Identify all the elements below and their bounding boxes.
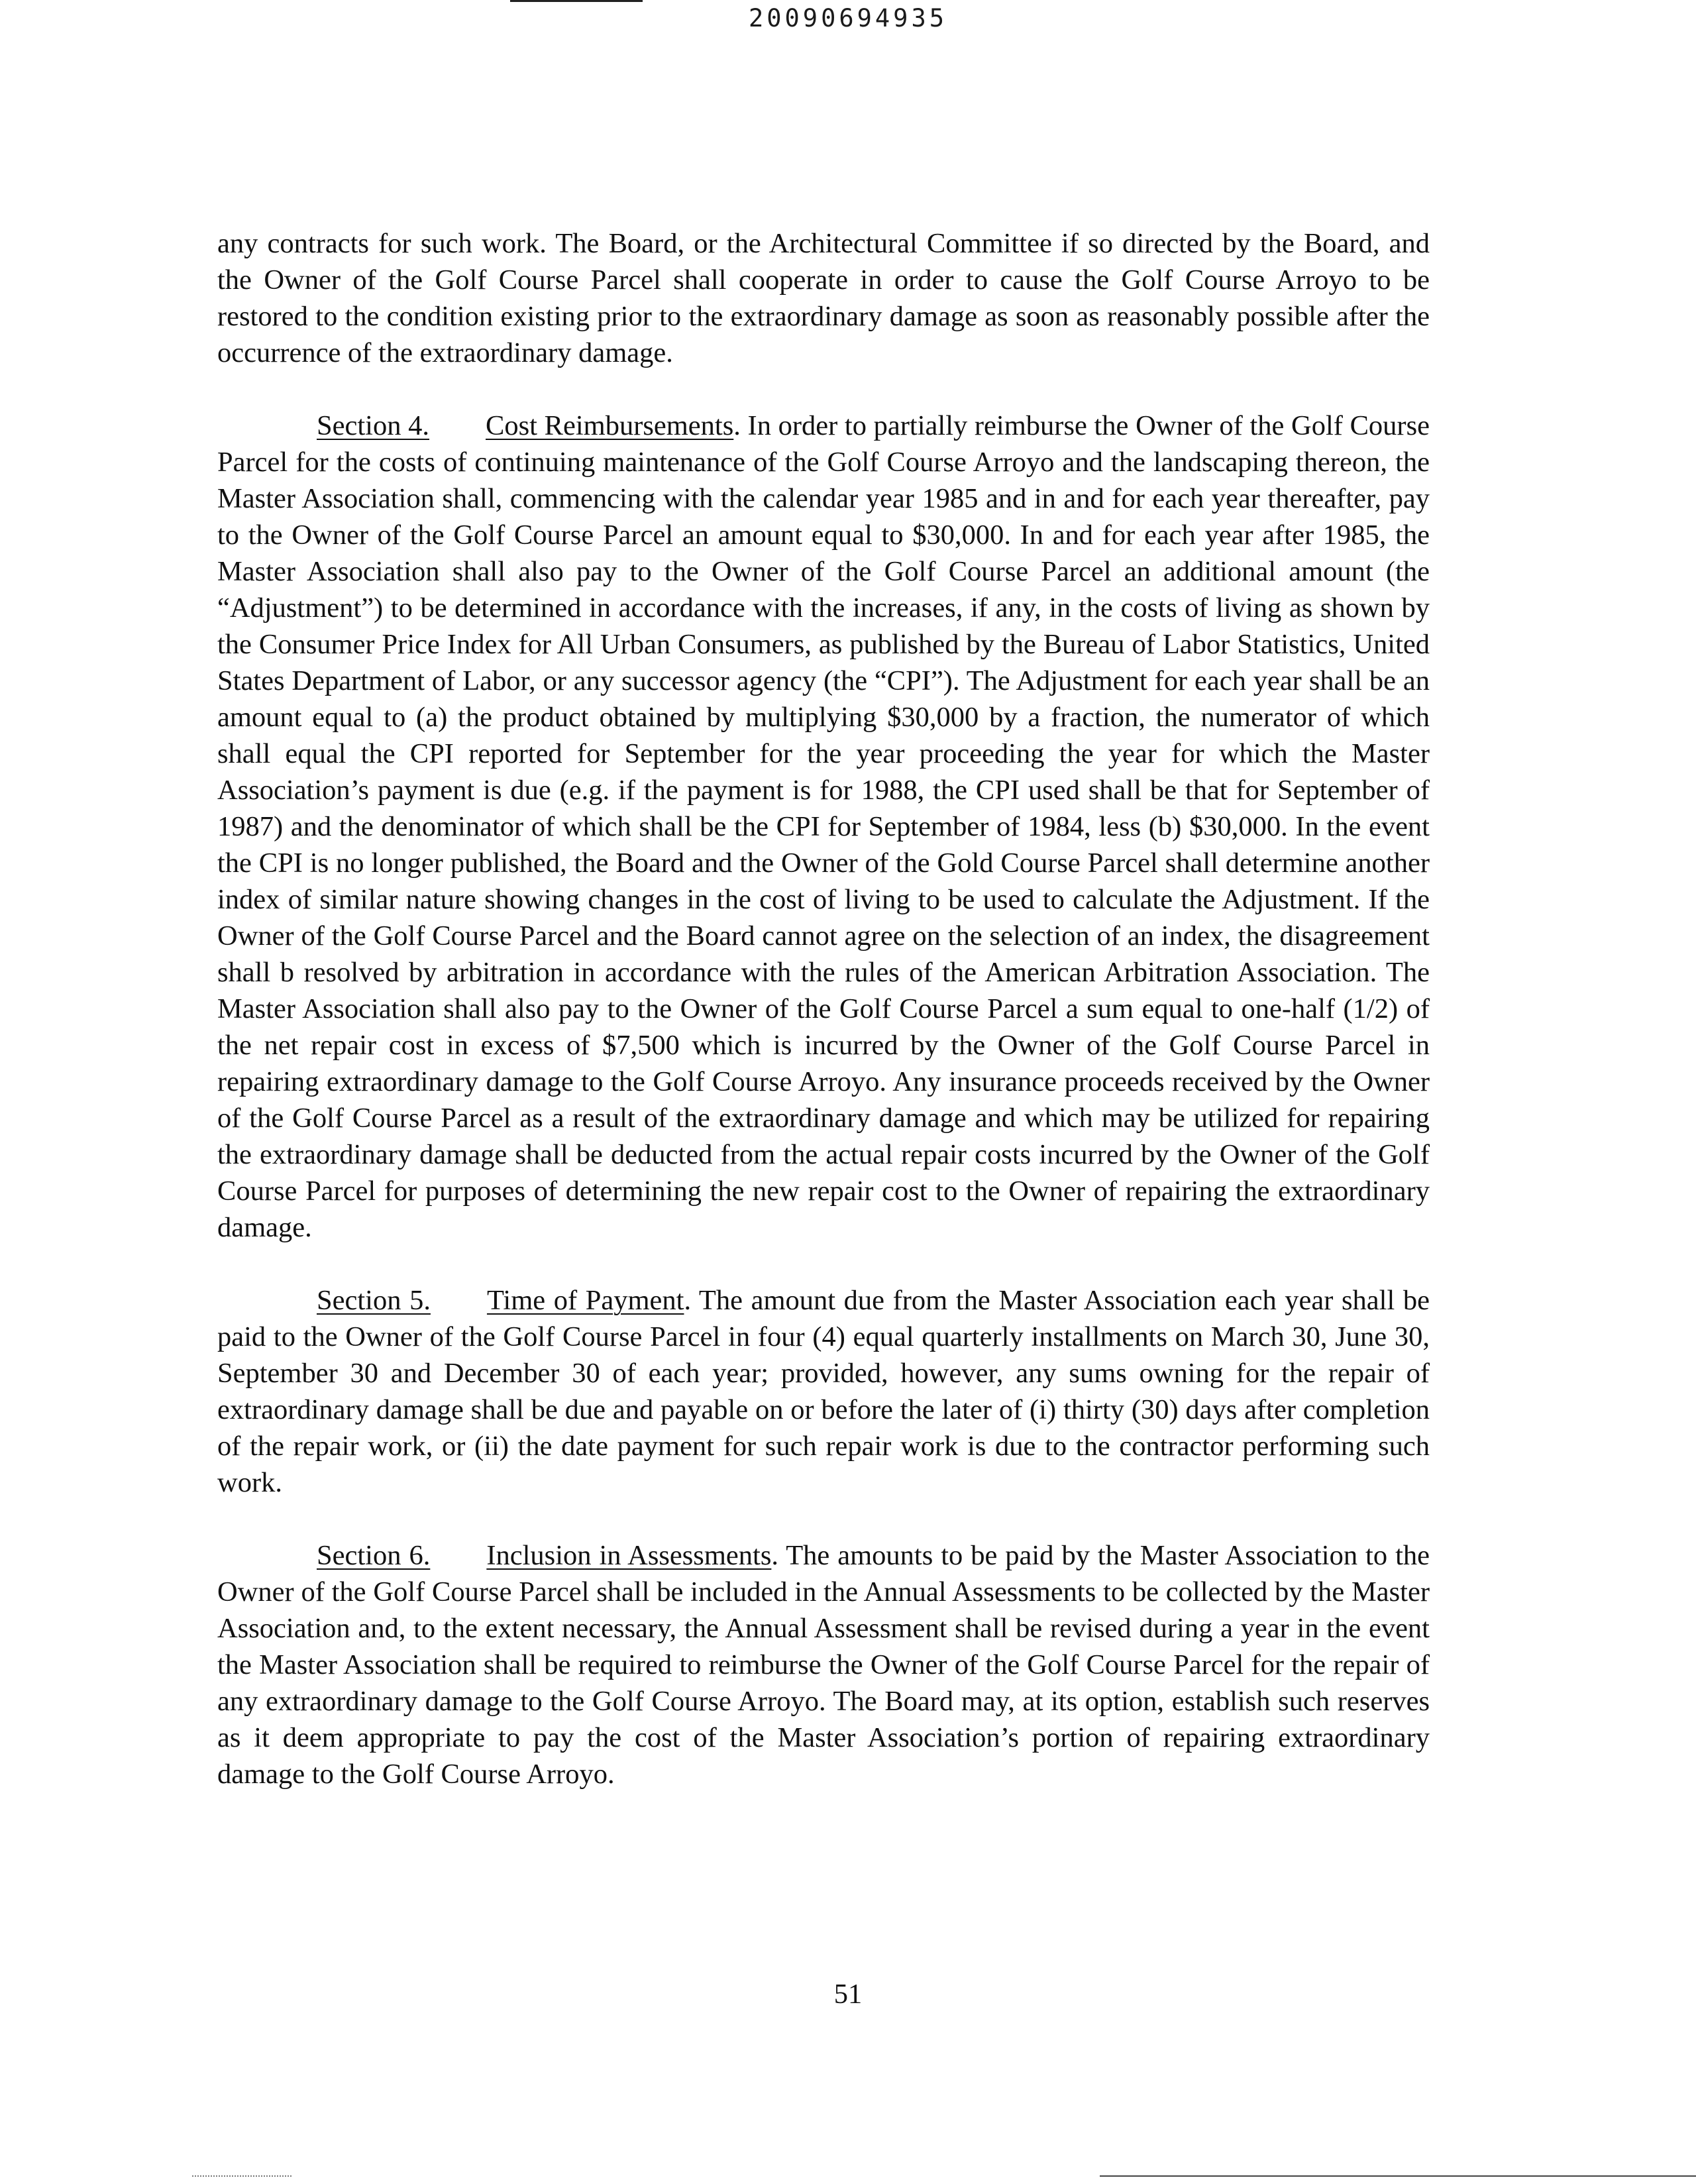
section-4-heading: Cost Reimbursements [486, 410, 734, 441]
page-number: 51 [833, 1979, 863, 2010]
document-body [217, 225, 1430, 1829]
section-6-label: Section 6. [317, 1540, 431, 1571]
document-number: 20090694935 [748, 4, 948, 32]
top-rule [510, 0, 643, 2]
section-4-body: . In order to partially reimburse the Owner of the Golf Course Parcel for the costs of continuing maintenance of the Golf Course Arroyo and the landscaping thereon, the Master Association shall, commencing with the calendar year 1985 and in and for each year thereafter, pay to the Owner of the Golf Course Parcel an amount equal to $30,000. In and for each year after 1985, the Master Association shall also pay to the Owner of the Golf Course Parcel an additional amount (the “Adjustment”) to be determined in accordance with the increases, if any, in the costs of living as shown by the Consumer Price Index for All Urban Consumers, as published by the Bureau of Labor Statistics, United States Department of Labor, or any successor agency (the “CPI”). The Adjustment for each year shall be an amount equal to (a) the product obtained by multiplying $30,000 by a fraction, the numerator of which shall equal the CPI reported for September for the year proceeding the year for which the Master Association’s payment is due (e.g. if the payment is for 1988, the CPI used shall be that for September of 1987) and the denominator of which shall be the CPI for September of 1984, less (b) $30,000. In the event the CPI is no longer published, the Board and the Owner of the Gold Course Parcel shall determine another index of similar nature showing changes in the cost of living to be used to calculate the Adjustment. If the Owner of the Golf Course Parcel and the Board cannot agree on the selection of an index, the disagreement shall b resolved by arbitration in accordance with the rules of the American Arbitration Association. The Master Association shall also pay to the Owner of the Golf Course Parcel a sum equal to one-half (1/2) of the net repair cost in excess of $7,500 which is incurred by the Owner of the Golf Course Parcel in repairing extraordinary damage to the Golf Course Arroyo. Any insurance proceeds received by the Owner of the Golf Course Parcel as a result of the extraordinary damage and which may be utilized for repairing the extraordinary damage shall be deducted from the actual repair costs incurred by the Owner of the Golf Course Parcel for purposes of determining the new repair cost to the Owner of repairing the extraordinary damage. [217, 410, 1430, 1243]
bottom-rule [1100, 2175, 1696, 2177]
section-5 [217, 1282, 1430, 1501]
section-4-label: Section 4. [317, 410, 430, 441]
paragraph-continuation: any contracts for such work. The Board, or the Architectural Committee if so directed by the Board, and the Owner of the Golf Course Parcel shall cooperate in order to cause the Golf Course Arroyo to be restored to the condition existing prior to the extraordinary damage as soon as reasonably possible after the occurrence of the extraordinary damage. [217, 228, 1430, 368]
section-4 [217, 408, 1430, 1246]
section-5-label: Section 5. [317, 1285, 431, 1316]
section-6 [217, 1537, 1430, 1792]
section-6-body: . The amounts to be paid by the Master Association to the Owner of the Golf Course Parcel shall be included in the Annual Assessments to be collected by the Master Association and, to the extent necessary, the Annual Assessment shall be revised during a year in the event the Master Association shall be required to reimburse the Owner of the Golf Course Parcel for the repair of any extraordinary damage to the Golf Course Arroyo. The Board may, at its option, establish such reserves as it deem appropriate to pay the cost of the Master Association’s portion of repairing extraordinary damage to the Golf Course Arroyo. [217, 1540, 1430, 1790]
section-5-heading: Time of Payment [486, 1285, 684, 1316]
section-5-body: . The amount due from the Master Association each year shall be paid to the Owner of the Golf Course Parcel in four (4) equal quarterly installments on March 30, June 30, September 30 and December 30 of each year; provided, however, any sums owning for the repair of extraordinary damage shall be due and payable on or before the later of (i) thirty (30) days after completion of the repair work, or (ii) the date payment for such repair work is due to the contractor performing such work. [217, 1285, 1430, 1498]
bottom-left-mark [192, 2175, 292, 2177]
section-6-heading: Inclusion in Assessments [486, 1540, 772, 1571]
